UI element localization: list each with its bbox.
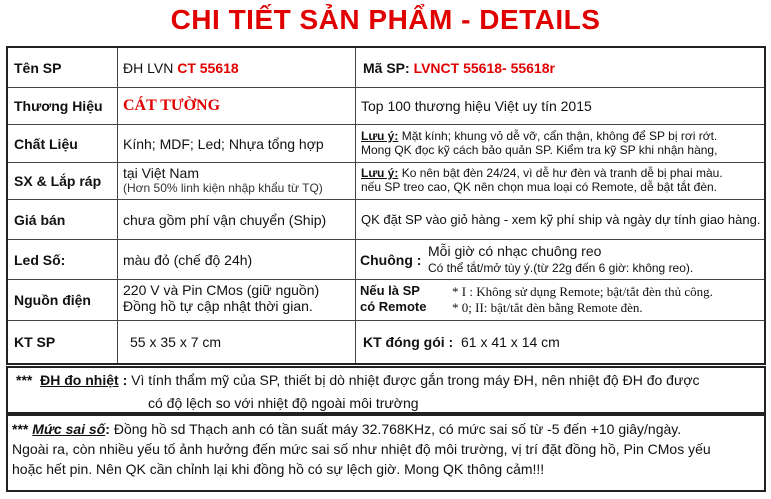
row-chat-lieu xyxy=(8,125,764,163)
value-sx-line2: (Hơn 50% linh kiện nhập khẩu từ TQ) xyxy=(123,181,323,195)
remote-option-1: * I : Không sử dụng Remote; bật/tắt đèn thủ công. xyxy=(452,284,713,299)
note-error-label: Mức sai số xyxy=(32,421,106,437)
remote-options xyxy=(452,284,713,316)
brand-name: CÁT TƯỜNG xyxy=(123,97,221,114)
label-kt-sp: KT SP xyxy=(8,321,118,363)
value-sx xyxy=(118,163,356,199)
note-error-body xyxy=(8,416,764,479)
row-ten-sp xyxy=(8,48,764,88)
value-prefix: ĐH LVN xyxy=(123,59,174,76)
note-stars: *** xyxy=(12,421,29,437)
note-temperature-label: ĐH đo nhiệt xyxy=(40,372,119,388)
label-chuong: Chuông : xyxy=(360,252,422,268)
details-table xyxy=(6,46,766,365)
chuong-line1: Mỗi giờ có nhạc chuông reo xyxy=(428,243,602,259)
row-gia-ban xyxy=(8,200,764,240)
label-kt-dong-goi: KT đóng gói : xyxy=(363,334,454,350)
note-colon: : xyxy=(105,421,110,437)
value-led: màu đỏ (chế độ 24h) xyxy=(118,240,356,279)
note-line2: Mong QK đọc kỹ cách bảo quản SP. Kiểm tra kỹ SP khi nhận hàng, xyxy=(361,143,718,157)
note-line1: Mặt kính; khung vỏ dễ vỡ, cẩn thận, không để SP bị rơi rớt. xyxy=(398,129,718,143)
note-line1: Ko nên bật đèn 24/24, vì dễ hư đèn và tranh dễ bị phai màu. xyxy=(398,166,723,180)
label-chat-lieu: Chất Liệu xyxy=(8,125,118,162)
note-temperature xyxy=(6,366,766,414)
note-label: Lưu ý: xyxy=(361,166,399,180)
note-error-line1: Đồng hồ sd Thạch anh có tần suất máy 32.768KHz, có mức sai số từ -5 đến +10 giây/ngày. xyxy=(109,421,682,437)
row-kt xyxy=(8,321,764,363)
label-led: Led Số: xyxy=(8,240,118,279)
note-colon: : xyxy=(118,372,128,388)
note-error-line2: Ngoài ra, còn nhiều yếu tố ảnh hưởng đến mức sai số như nhiệt độ môi trường, vị trí đặt đồng hồ, Pin CMos yếu xyxy=(12,441,711,457)
remote-option-2: * 0; II: bật/tắt đèn bằng Remote đèn. xyxy=(452,300,643,315)
note-temperature-text2: có độ lệch so với nhiệt độ ngoài môi trường xyxy=(148,395,419,411)
chuong-cell xyxy=(356,240,764,279)
note-temperature-text1: Vì tính thẩm mỹ của SP, thiết bị dò nhiệt được gắn trong máy ĐH, nên nhiệt độ ĐH đo được xyxy=(127,372,700,388)
label-ma-sp: Mã SP: xyxy=(363,59,410,76)
chuong-line2: Có thể tắt/mở tùy ý.(từ 22g đến 6 giờ: không reo). xyxy=(428,261,694,275)
label-remote xyxy=(360,283,426,315)
value-nguon-line1: 220 V và Pin CMos (giữ nguồn) xyxy=(123,282,320,298)
note-label: Lưu ý: xyxy=(361,129,399,143)
brand-rank: Top 100 thương hiệu Việt uy tín 2015 xyxy=(361,98,592,114)
label-gia-ban: Giá bán xyxy=(8,200,118,239)
ma-sp-cell xyxy=(356,48,764,87)
note-sx xyxy=(356,163,764,199)
remote-cell xyxy=(356,280,764,320)
row-sx xyxy=(8,163,764,200)
value-nguon xyxy=(118,280,356,320)
value-gia-ban: chưa gồm phí vận chuyển (Ship) xyxy=(118,200,356,239)
remote-label-line2: có Remote xyxy=(360,299,427,314)
label-nguon: Nguồn điện xyxy=(8,280,118,320)
page-title: CHI TIẾT SẢN PHẨM - DETAILS xyxy=(170,4,601,35)
value-nguon-line2: Đồng hồ tự cập nhật thời gian. xyxy=(123,298,313,314)
shipping-note: QK đặt SP vào giỏ hàng - xem kỹ phí ship và ngày dự tính giao hàng. xyxy=(361,212,761,227)
value-kt-sp: 55 x 35 x 7 cm xyxy=(118,321,356,363)
note-stars: *** xyxy=(16,372,33,388)
note-temperature-line1 xyxy=(16,372,700,388)
label-ten-sp: Tên SP xyxy=(8,48,118,87)
row-led xyxy=(8,240,764,280)
remote-label-line1: Nếu là SP xyxy=(360,283,420,298)
value-kt-dong-goi: 61 x 41 x 14 cm xyxy=(460,334,560,350)
product-code: CT 55618 xyxy=(177,59,239,76)
row-nguon xyxy=(8,280,764,321)
value-brand xyxy=(118,88,356,124)
note-error-line3: hoặc hết pin. Nên QK cần chỉnh lại khi đồng hồ có sự lệch giờ. Mong QK thông cảm!!! xyxy=(12,461,545,477)
value-sx-line1: tại Việt Nam xyxy=(123,165,199,181)
value-ten-sp xyxy=(118,48,356,87)
note-line2: nếu SP treo cao, QK nên chọn mua loại có Remote, dễ bật tắt đèn. xyxy=(361,180,718,194)
row-thuong-hieu xyxy=(8,88,764,125)
note-error-margin xyxy=(6,414,766,492)
value-chat-lieu: Kính; MDF; Led; Nhựa tổng hợp xyxy=(118,125,356,162)
note-chat-lieu xyxy=(356,125,764,162)
label-sx: SX & Lắp ráp xyxy=(8,163,118,199)
kt-dong-goi-cell xyxy=(356,321,764,363)
value-ma-sp: LVNCT 55618- 55618r xyxy=(413,59,555,76)
label-thuong-hieu: Thương Hiệu xyxy=(8,88,118,124)
